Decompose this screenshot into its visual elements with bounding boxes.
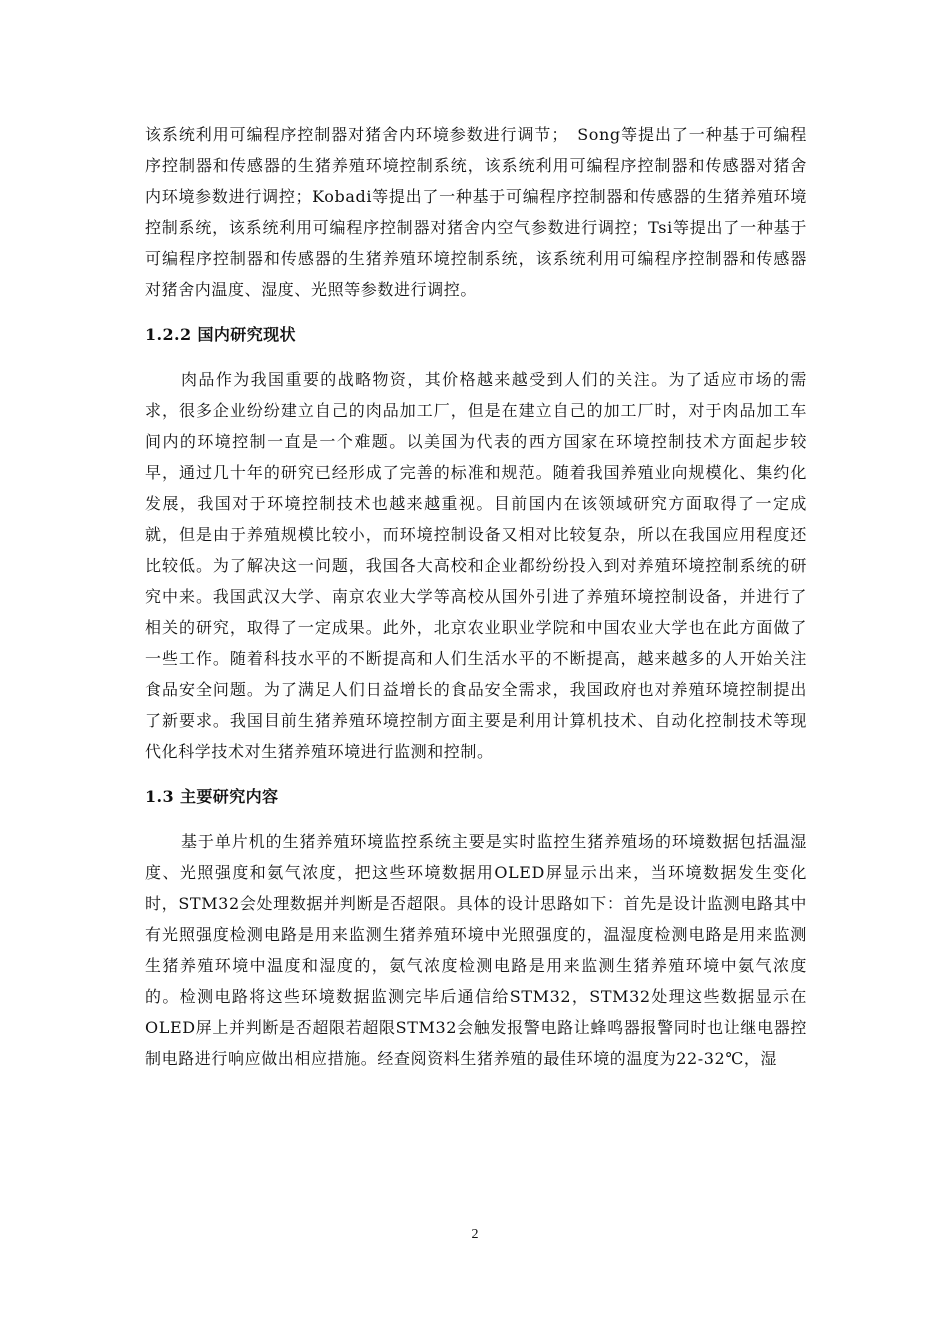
- page-number: 2: [471, 1227, 479, 1242]
- section-heading-domestic-research: 1.2.2 国内研究现状: [145, 325, 296, 344]
- paragraph-foreign-research-continued: 该系统利用可编程序控制器对猪舍内环境参数进行调节； Song等提出了一种基于可编程序控制器和传感器的生猪养殖环境控制系统，该系统利用可编程序控制器和传感器对猪舍内环境参数进行调控；Kobadi等提出了一种基于可编程序控制器和传感器的生猪养殖环境控制系统，该系统利用可编程序控制器对猪舍内空气参数进行调控；Tsi等提出了一种基于可编程序控制器和传感器的生猪养殖环境控制系统，该系统利用可编程序控制器和传感器对猪舍内温度、湿度、光照等参数进行调控。: [145, 125, 807, 299]
- paragraph-main-content: 基于单片机的生猪养殖环境监控系统主要是实时监控生猪养殖场的环境数据包括温湿度、光照强度和氨气浓度，把这些环境数据用OLED屏显示出来，当环境数据发生变化时，STM32会处理数据并判断是否超限。具体的设计思路如下：首先是设计监测电路其中有光照强度检测电路是用来监测生猪养殖环境中光照强度的，温湿度检测电路是用来监测生猪养殖环境中温度和湿度的，氨气浓度检测电路是用来监测生猪养殖环境中氨气浓度的。检测电路将这些环境数据监测完毕后通信给STM32，STM32处理这些数据显示在OLED屏上并判断是否超限若超限STM32会触发报警电路让蜂鸣器报警同时也让继电器控制电路进行响应做出相应措施。经查阅资料生猪养殖的最佳环境的温度为22-32℃，湿: [145, 832, 807, 1068]
- section-heading-main-content: 1.3 主要研究内容: [145, 787, 279, 806]
- paragraph-domestic-research: 肉品作为我国重要的战略物资，其价格越来越受到人们的关注。为了适应市场的需求，很多企业纷纷建立自己的肉品加工厂，但是在建立自己的加工厂时，对于肉品加工车间内的环境控制一直是一个难题。以美国为代表的西方国家在环境控制技术方面起步较早，通过几十年的研究已经形成了完善的标准和规范。随着我国养殖业向规模化、集约化发展，我国对于环境控制技术也越来越重视。目前国内在该领域研究方面取得了一定成就，但是由于养殖规模比较小，而环境控制设备又相对比较复杂，所以在我国应用程度还比较低。为了解决这一问题，我国各大高校和企业都纷纷投入到对养殖环境控制系统的研究中来。我国武汉大学、南京农业大学等高校从国外引进了养殖环境控制设备，并进行了相关的研究，取得了一定成果。此外，北京农业职业学院和中国农业大学也在此方面做了一些工作。随着科技水平的不断提高和人们生活水平的不断提高，越来越多的人开始关注食品安全问题。为了满足人们日益增长的食品安全需求，我国政府也对养殖环境控制提出了新要求。我国目前生猪养殖环境控制方面主要是利用计算机技术、自动化控制技术等现代化科学技术对生猪养殖环境进行监测和控制。: [145, 370, 807, 761]
- document-body: [145, 119, 807, 1074]
